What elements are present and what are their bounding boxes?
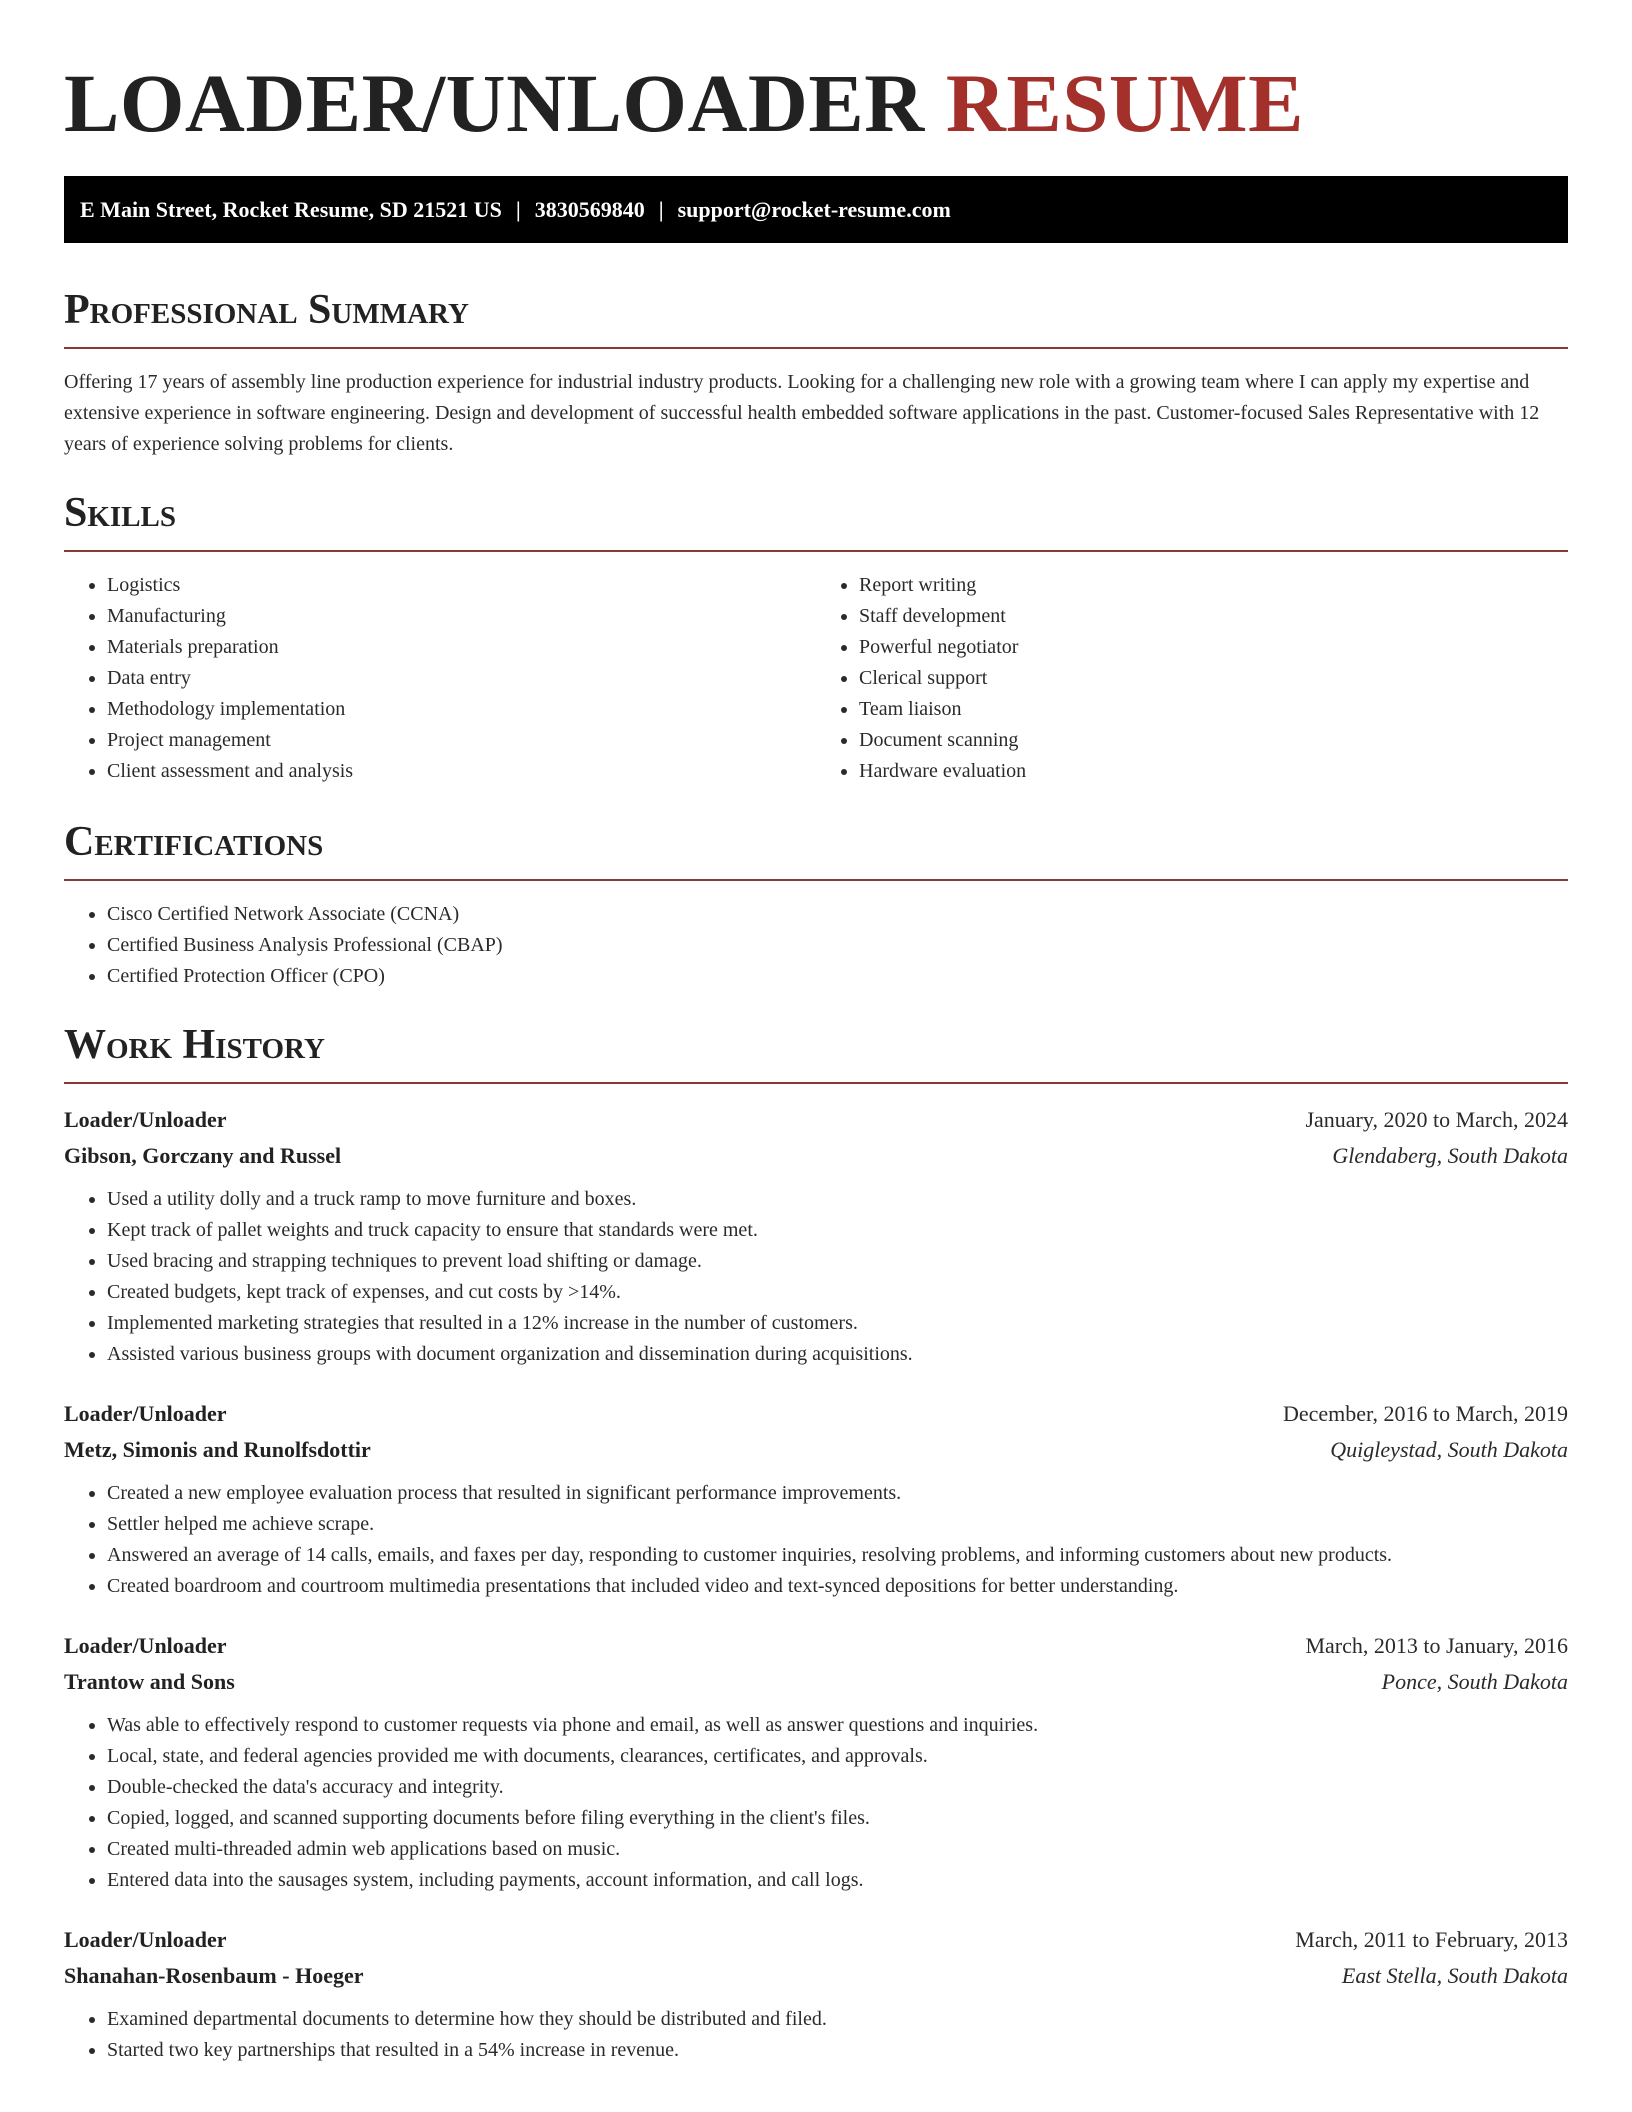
contact-separator: | [515, 196, 521, 222]
list-item: • Was able to effectively respond to customer requests via phone and email, as well as answer questions and inquiries. [107, 1710, 1568, 1741]
job-entry [64, 1628, 1568, 1896]
skills-list-left [64, 570, 816, 787]
job-bullets [64, 1184, 1568, 1370]
job-bullets [64, 1478, 1568, 1602]
list-item: • Team liaison [859, 694, 1568, 725]
list-item: • Document scanning [859, 725, 1568, 756]
job-location: Quigleystad, South Dakota [1330, 1437, 1568, 1462]
contact-phone: 3830569840 [534, 196, 645, 222]
section-divider [64, 1082, 1568, 1084]
certifications-section [64, 817, 1568, 992]
job-company: Shanahan-Rosenbaum - Hoeger [64, 1963, 364, 1988]
job-title: Loader/Unloader [64, 1401, 227, 1426]
job-title: Loader/Unloader [64, 1107, 227, 1132]
skills-heading: Skills [64, 490, 177, 536]
skills-columns [64, 570, 1568, 787]
list-item: • Used a utility dolly and a truck ramp to move furniture and boxes. [107, 1184, 1568, 1215]
list-item: • Used bracing and strapping techniques to prevent load shifting or damage. [107, 1246, 1568, 1277]
job-company: Metz, Simonis and Runolfsdottir [64, 1437, 371, 1462]
list-item: • Copied, logged, and scanned supporting documents before filing everything in the client's files. [107, 1803, 1568, 1834]
list-item: • Created budgets, kept track of expenses, and cut costs by >14%. [107, 1277, 1568, 1308]
section-divider [64, 550, 1568, 552]
list-item: • Data entry [107, 663, 816, 694]
list-item: • Certified Business Analysis Professional (CBAP) [107, 930, 1568, 961]
list-item: • Assisted various business groups with document organization and dissemination during acquisitions. [107, 1339, 1568, 1370]
section-divider [64, 879, 1568, 881]
list-item: • Examined departmental documents to determine how they should be distributed and filed. [107, 2004, 1568, 2035]
work-section [64, 1020, 1568, 2066]
job-dates: December, 2016 to March, 2019 [1282, 1401, 1568, 1426]
list-item: • Staff development [859, 601, 1568, 632]
list-item: • Powerful negotiator [859, 632, 1568, 663]
summary-section [64, 285, 1568, 460]
job-bullets [64, 1710, 1568, 1896]
work-heading: Work History [64, 1022, 325, 1068]
job-bullets [64, 2004, 1568, 2066]
job-entry [64, 1396, 1568, 1602]
list-item: • Hardware evaluation [859, 756, 1568, 787]
job-company: Trantow and Sons [64, 1669, 235, 1694]
list-item: • Report writing [859, 570, 1568, 601]
job-dates: January, 2020 to March, 2024 [1305, 1107, 1568, 1132]
list-item: • Entered data into the sausages system, including payments, account information, and call logs. [107, 1865, 1568, 1896]
skills-section [64, 488, 1568, 787]
list-item: • Answered an average of 14 calls, emails, and faxes per day, responding to customer inquiries, resolving problems, and informing customers about new products. [107, 1540, 1568, 1571]
job-location: East Stella, South Dakota [1341, 1963, 1568, 1988]
list-item: • Implemented marketing strategies that resulted in a 12% increase in the number of customers. [107, 1308, 1568, 1339]
job-title: Loader/Unloader [64, 1927, 227, 1952]
job-dates: March, 2011 to February, 2013 [1295, 1927, 1568, 1952]
section-divider [64, 347, 1568, 349]
contact-bar [64, 176, 1568, 243]
resume-title [64, 0, 1568, 148]
job-company: Gibson, Gorczany and Russel [64, 1143, 342, 1168]
list-item: • Created multi-threaded admin web applications based on music. [107, 1834, 1568, 1865]
list-item: • Created a new employee evaluation process that resulted in significant performance improvements. [107, 1478, 1568, 1509]
job-location: Ponce, South Dakota [1381, 1669, 1568, 1694]
job-title: Loader/Unloader [64, 1633, 227, 1658]
list-item: • Clerical support [859, 663, 1568, 694]
job-entry [64, 1102, 1568, 1370]
list-item: • Kept track of pallet weights and truck capacity to ensure that standards were met. [107, 1215, 1568, 1246]
list-item: • Local, state, and federal agencies provided me with documents, clearances, certificates, and approvals. [107, 1741, 1568, 1772]
list-item: • Methodology implementation [107, 694, 816, 725]
job-location: Glendaberg, South Dakota [1332, 1143, 1568, 1168]
list-item: • Settler helped me achieve scrape. [107, 1509, 1568, 1540]
list-item: • Client assessment and analysis [107, 756, 816, 787]
title-main: LOADER/UNLOADER [64, 57, 925, 149]
skills-list-right [816, 570, 1568, 787]
list-item: • Materials preparation [107, 632, 816, 663]
job-entry [64, 1922, 1568, 2066]
list-item: • Certified Protection Officer (CPO) [107, 961, 1568, 992]
contact-email: support@rocket-resume.com [677, 196, 951, 222]
contact-separator: | [658, 196, 664, 222]
list-item: • Project management [107, 725, 816, 756]
list-item: • Created boardroom and courtroom multimedia presentations that included video and text-synced depositions for better understanding. [107, 1571, 1568, 1602]
list-item: • Double-checked the data's accuracy and integrity. [107, 1772, 1568, 1803]
title-accent: RESUME [945, 57, 1305, 149]
job-dates: March, 2013 to January, 2016 [1305, 1633, 1568, 1658]
certifications-heading: Certifications [64, 819, 324, 865]
list-item: • Logistics [107, 570, 816, 601]
list-item: • Started two key partnerships that resulted in a 54% increase in revenue. [107, 2035, 1568, 2066]
summary-text: Offering 17 years of assembly line production experience for industrial industry products. Looking for a challenging new role with a growing team where I can apply my expertise and extensive experience in software engineering. Design and development of successful health embedded software applications in the past. Customer-focused Sales Representative with 12 years of experience solving problems for clients. [64, 371, 1540, 455]
list-item: • Manufacturing [107, 601, 816, 632]
list-item: • Cisco Certified Network Associate (CCNA) [107, 899, 1568, 930]
certifications-list [64, 899, 1568, 992]
summary-heading: Professional Summary [64, 287, 469, 333]
contact-address: E Main Street, Rocket Resume, SD 21521 US [80, 196, 502, 222]
